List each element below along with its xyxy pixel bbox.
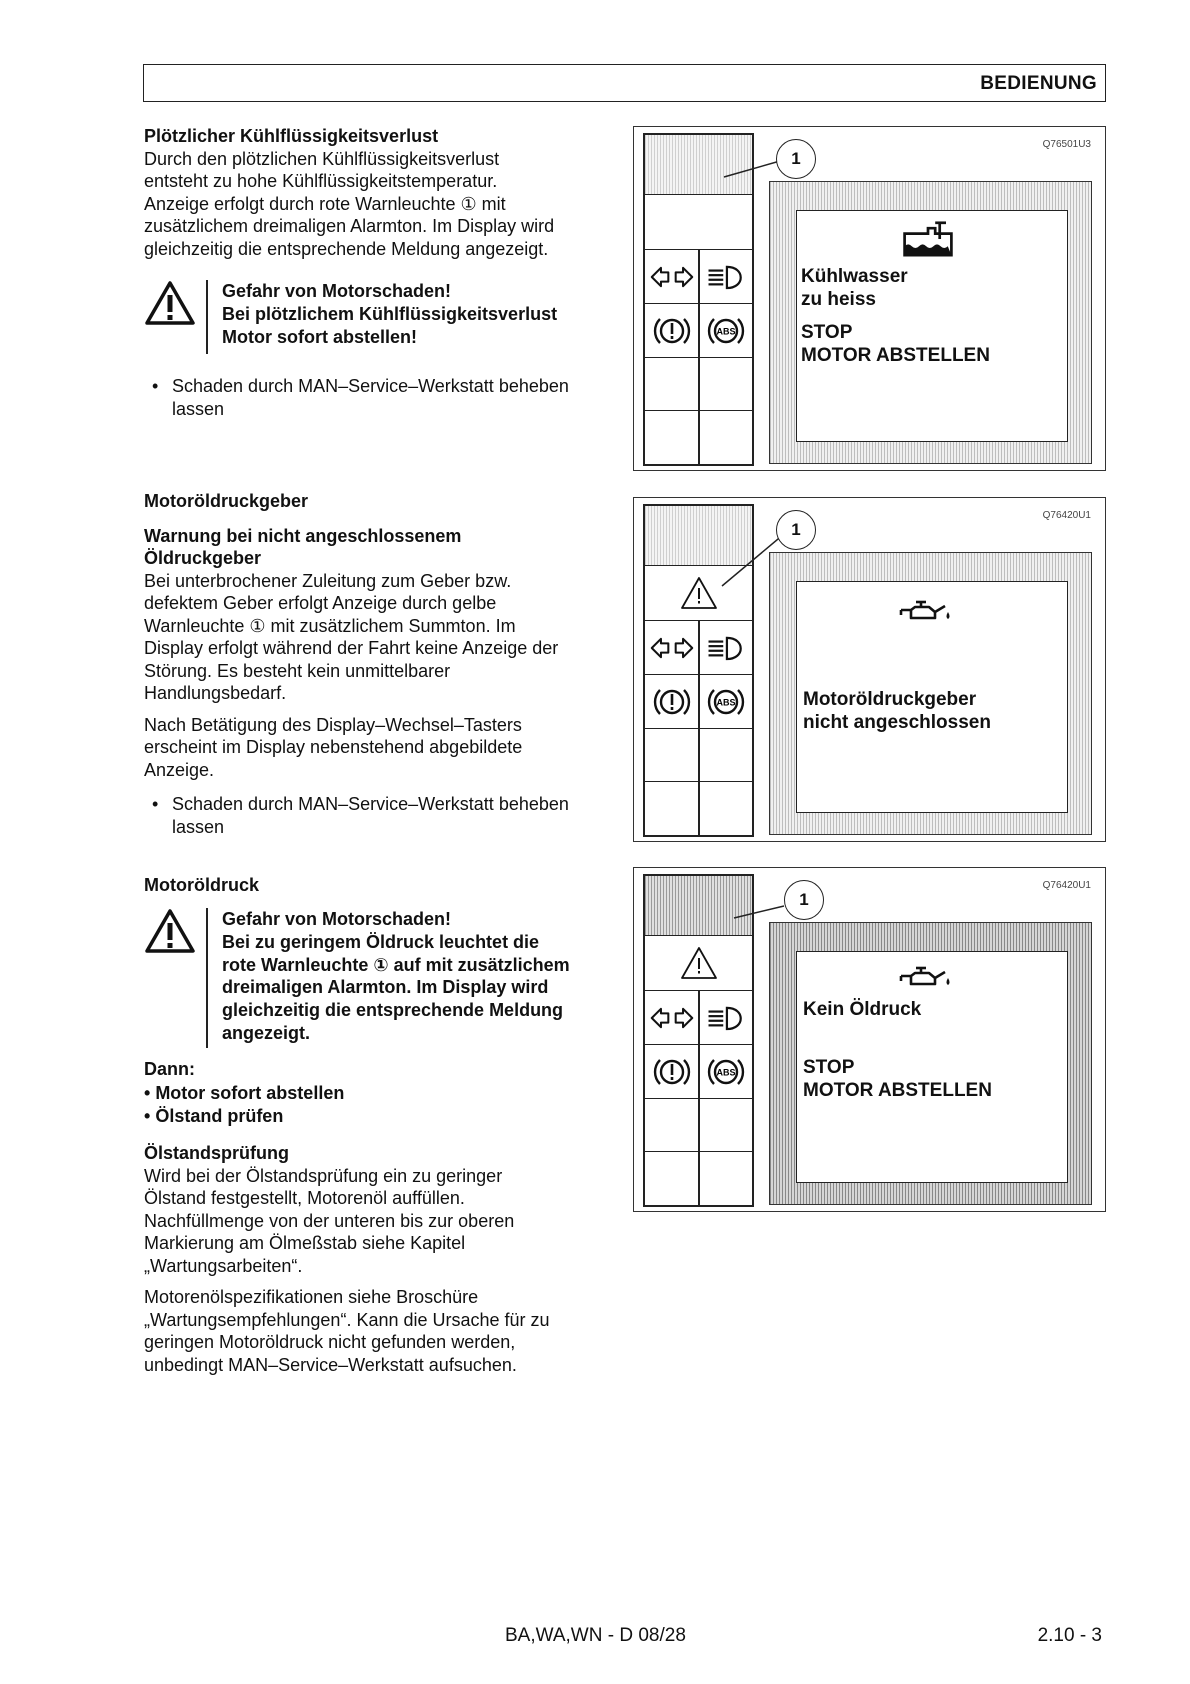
- warning-line: Bei zu geringem Öldruck leuchtet die: [222, 931, 540, 952]
- warning-lamp: [645, 506, 752, 566]
- bullet-repair-1: [144, 375, 634, 421]
- figure-code: Q76420U1: [1042, 510, 1091, 521]
- panel-cell-empty: [699, 358, 752, 411]
- para-line: Markierung am Ölmeßstab siehe Kapitel: [144, 1233, 466, 1253]
- heading-oil-pressure: Motoröldruck: [144, 875, 259, 895]
- warning-line: rote Warnleuchte ① auf mit zusätzlichem: [222, 954, 570, 975]
- display-message: [803, 1056, 992, 1102]
- panel-cell-empty: [699, 1099, 752, 1152]
- warning-line: gleichzeitig die entsprechende Meldung: [222, 1000, 564, 1021]
- section-oil-level-check: [144, 1142, 624, 1376]
- panel-cell-empty: [645, 729, 698, 782]
- warning-triangle-icon: [144, 908, 196, 954]
- display-line: Kein Öldruck: [803, 999, 922, 1020]
- para-line: Wird bei der Ölstandsprüfung ein zu geringer: [144, 1165, 503, 1186]
- display-message: [803, 998, 921, 1021]
- warning-line: angezeigt.: [222, 1022, 311, 1043]
- page-number: 2.10 - 3: [1037, 1625, 1102, 1646]
- figure-oil-pressure-display: [633, 867, 1106, 1212]
- para-line: gleichzeitig die entsprechende Meldung angezeigt.: [144, 238, 549, 259]
- display-message: [801, 321, 990, 367]
- panel-cell-empty: [699, 729, 752, 782]
- bullet-dot: •: [152, 794, 159, 814]
- coolant-temperature-icon: [901, 219, 955, 259]
- abs-icon: [699, 304, 752, 358]
- para-line: Ölstand festgestellt, Motorenöl auffüllen.: [144, 1188, 465, 1208]
- para-line: Anzeige erfolgt durch rote Warnleuchte ① mit: [144, 193, 506, 214]
- warning-line: Gefahr von Motorschaden!: [222, 909, 452, 929]
- warning-text: [222, 908, 570, 1045]
- para-line: Motorenölspezifikationen siehe Broschüre: [144, 1287, 479, 1307]
- warning-lamp-yellow: [645, 936, 752, 991]
- warning-lamp-red: [645, 876, 752, 936]
- display-line: zu heiss: [801, 289, 876, 310]
- warning-triangle-icon: [679, 945, 719, 981]
- display-line: Kühlwasser: [801, 266, 908, 287]
- callout-marker: 1: [784, 880, 824, 920]
- warning-line: Gefahr von Motorschaden!: [222, 281, 452, 301]
- high-beam-icon: [699, 250, 752, 304]
- display-message: [803, 688, 991, 734]
- then-item: • Motor sofort abstellen: [144, 1082, 345, 1103]
- warning-text: [222, 280, 557, 348]
- display-line: STOP: [803, 1057, 855, 1078]
- para-line: zusätzlichem dreimaligen Alarmton. Im Display wird: [144, 216, 555, 236]
- then-item-text: Motor sofort abstellen: [155, 1082, 345, 1103]
- warning-triangle-icon: [144, 280, 196, 326]
- then-item-text: Ölstand prüfen: [155, 1106, 284, 1126]
- warning-triangle-icon: [679, 575, 719, 611]
- warning-light-panel: [643, 504, 754, 837]
- para-line: Display erfolgt während der Fahrt keine Anzeige der: [144, 638, 559, 658]
- bullet-dot: •: [152, 376, 159, 396]
- display-frame: [769, 552, 1092, 835]
- para-line: „Wartungsempfehlungen“. Kann die Ursache für zu: [144, 1309, 550, 1330]
- then-item: • Ölstand prüfen: [144, 1106, 284, 1126]
- para-line: Nachfüllmenge von der unteren bis zur oberen: [144, 1210, 515, 1231]
- section-title: BEDIENUNG: [980, 73, 1097, 94]
- subheading-line: Warnung bei nicht angeschlossenem: [144, 525, 462, 546]
- figure-code: Q76420U1: [1042, 880, 1091, 891]
- display-line: MOTOR ABSTELLEN: [803, 1080, 992, 1101]
- brake-warning-icon: [645, 675, 698, 729]
- panel-cell-empty: [645, 358, 698, 411]
- warning-line: Motor sofort abstellen!: [222, 326, 418, 347]
- display-message: [801, 265, 908, 311]
- section-coolant-loss: [144, 125, 624, 260]
- bullet-repair-2: [144, 793, 634, 839]
- brake-warning-icon: [645, 304, 698, 358]
- figure-coolant-display: [633, 126, 1106, 471]
- warning-line: dreimaligen Alarmton. Im Display wird: [222, 977, 549, 998]
- high-beam-icon: [699, 621, 752, 675]
- para-line: Handlungsbedarf.: [144, 683, 287, 703]
- warning-divider: [206, 280, 208, 354]
- heading-oil-level-check: Ölstandsprüfung: [144, 1143, 289, 1163]
- panel-cell-empty: [645, 1099, 698, 1152]
- bullet-line: Schaden durch MAN–Service–Werkstatt beheben: [172, 794, 569, 814]
- abs-icon: [699, 675, 752, 729]
- turn-signal-icon: [645, 250, 698, 304]
- display-screen: [796, 210, 1068, 442]
- brake-warning-icon: [645, 1045, 698, 1099]
- header-box: [143, 64, 1106, 102]
- section-oil-pressure-sensor: [144, 490, 624, 781]
- figure-code: Q76501U3: [1042, 139, 1091, 150]
- bullet-text: [172, 793, 642, 838]
- display-line: nicht angeschlossen: [803, 712, 991, 733]
- turn-signal-icon: [645, 991, 698, 1045]
- para-line: Durch den plötzlichen Kühlflüssigkeitsverlust: [144, 148, 500, 169]
- heading-oil-pressure-sensor: Motoröldruckgeber: [144, 491, 309, 511]
- para-line: geringen Motoröldruck nicht gefunden werden,: [144, 1332, 516, 1352]
- bullet-line: Schaden durch MAN–Service–Werkstatt beheben: [172, 376, 569, 396]
- warning-box-oil: [144, 908, 634, 1048]
- warning-line: Bei plötzlichem Kühlflüssigkeitsverlust: [222, 303, 558, 324]
- para-line: Warnleuchte ① mit zusätzlichem Summton. Im: [144, 615, 516, 636]
- warning-light-panel: [643, 874, 754, 1207]
- display-line: MOTOR ABSTELLEN: [801, 345, 990, 366]
- callout-marker: 1: [776, 139, 816, 179]
- para-line: unbedingt MAN–Service–Werkstatt aufsuchen.: [144, 1354, 517, 1375]
- bullet-text: [172, 375, 642, 420]
- bullet-line: lassen: [172, 398, 225, 419]
- bullet-line: lassen: [172, 816, 225, 837]
- para-line: Anzeige.: [144, 759, 215, 780]
- display-screen: [796, 581, 1068, 813]
- display-frame: [769, 922, 1092, 1205]
- para-line: defektem Geber erfolgt Anzeige durch gelbe: [144, 593, 497, 613]
- para-line: Bei unterbrochener Zuleitung zum Geber bzw.: [144, 570, 512, 591]
- then-steps: [144, 1058, 624, 1129]
- warning-box-coolant: [144, 280, 634, 354]
- warning-light-panel: [643, 133, 754, 466]
- high-beam-icon: [699, 991, 752, 1045]
- oil-can-icon: [897, 598, 957, 628]
- callout-marker: 1: [776, 510, 816, 550]
- oil-can-icon: [897, 964, 957, 994]
- then-label: Dann:: [144, 1059, 195, 1079]
- warning-divider: [206, 908, 208, 1048]
- para-line: Nach Betätigung des Display–Wechsel–Tasters: [144, 714, 522, 735]
- display-frame: [769, 181, 1092, 464]
- para-line: „Wartungsarbeiten“.: [144, 1255, 303, 1276]
- abs-icon: [699, 1045, 752, 1099]
- subheading-line: Öldruckgeber: [144, 548, 262, 568]
- turn-signal-icon: [645, 621, 698, 675]
- para-line: erscheint im Display nebenstehend abgebildete: [144, 737, 523, 757]
- document-code: BA,WA,WN - D 08/28: [505, 1625, 686, 1646]
- heading-coolant-loss: Plötzlicher Kühlflüssigkeitsverlust: [144, 126, 439, 146]
- section-oil-pressure: [144, 874, 624, 897]
- display-line: Motoröldruckgeber: [803, 689, 977, 710]
- display-line: STOP: [801, 322, 853, 343]
- warning-lamp-yellow: [645, 566, 752, 621]
- para-line: Störung. Es besteht kein unmittelbarer: [144, 660, 451, 681]
- para-line: entsteht zu hohe Kühlflüssigkeitstemperatur.: [144, 171, 498, 191]
- panel-cell-empty: [645, 195, 752, 250]
- display-screen: [796, 951, 1068, 1183]
- warning-lamp-red: [645, 135, 752, 195]
- figure-oil-sensor-display: [633, 497, 1106, 842]
